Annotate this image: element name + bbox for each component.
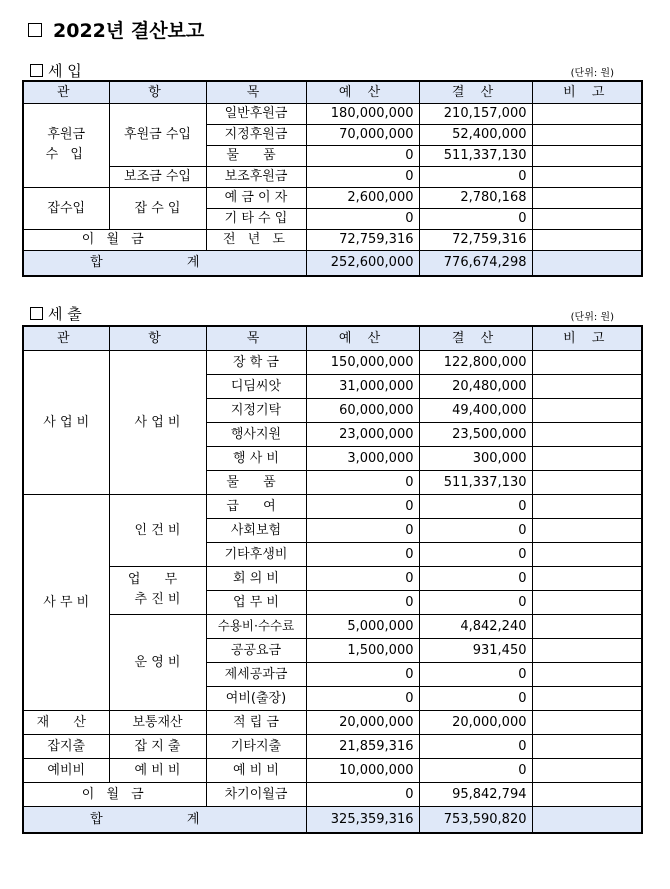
hang-cell-work: 업 무 추 진 비 [109,566,206,614]
table-row [23,103,642,124]
mok-cell: 보조후원금 [206,166,306,187]
carry-label: 이 월 금 [23,782,206,806]
note-cell [532,494,642,518]
hang-cell-subsidy: 보조금 수입 [109,166,206,187]
income-table [22,80,643,277]
note-cell [532,229,642,250]
expense-unit-label: (단위: 원) [570,312,614,323]
header-budget: 예 산 [306,81,419,103]
table-row [23,758,642,782]
mok-cell: 행 사 비 [206,446,306,470]
expense-table [22,325,643,834]
actual-cell: 0 [419,566,532,590]
budget-cell: 0 [306,566,419,590]
hang-cell-misc: 잡 수 입 [109,187,206,229]
budget-cell: 150,000,000 [306,350,419,374]
header-hang: 항 [109,326,206,350]
table-row [23,166,642,187]
table-row [23,710,642,734]
total-label: 합 계 [23,250,306,276]
mok-cell: 급 여 [206,494,306,518]
budget-cell: 0 [306,518,419,542]
mok-cell: 여비(출장) [206,686,306,710]
note-cell [532,662,642,686]
mok-cell: 장 학 금 [206,350,306,374]
mok-cell: 제세공과금 [206,662,306,686]
actual-cell: 95,842,794 [419,782,532,806]
expense-header-row [23,326,642,350]
table-row [23,229,642,250]
total-actual: 753,590,820 [419,806,532,833]
budget-cell: 2,600,000 [306,187,419,208]
table-row [23,566,642,590]
budget-cell: 10,000,000 [306,758,419,782]
mok-cell: 수용비·수수료 [206,614,306,638]
note-cell [532,446,642,470]
actual-cell: 0 [419,542,532,566]
table-row [23,187,642,208]
expense-total-row [23,806,642,833]
header-note: 비 고 [532,81,642,103]
hang-cell-reserve: 예 비 비 [109,758,206,782]
checkbox-icon [28,23,42,37]
budget-cell: 0 [306,590,419,614]
mok-cell: 지정후원금 [206,124,306,145]
budget-cell: 23,000,000 [306,422,419,446]
actual-cell: 0 [419,494,532,518]
budget-cell: 0 [306,494,419,518]
note-cell [532,758,642,782]
actual-cell: 0 [419,518,532,542]
mok-cell: 기타지출 [206,734,306,758]
header-gwan: 관 [23,326,109,350]
header-budget: 예 산 [306,326,419,350]
header-gwan: 관 [23,81,109,103]
mok-cell: 예 금 이 자 [206,187,306,208]
hang-cell-donation: 후원금 수입 [109,103,206,166]
page-title-text: 2022년 결산보고 [53,20,205,42]
gwan-cell-misc: 잡수입 [23,187,109,229]
actual-cell: 49,400,000 [419,398,532,422]
actual-cell: 511,337,130 [419,145,532,166]
note-cell [532,542,642,566]
mok-cell: 기타후생비 [206,542,306,566]
table-row [23,614,642,638]
actual-cell: 0 [419,590,532,614]
mok-cell: 일반후원금 [206,103,306,124]
mok-cell: 업 무 비 [206,590,306,614]
hang-cell-misc: 잡 지 출 [109,734,206,758]
budget-cell: 72,759,316 [306,229,419,250]
budget-cell: 5,000,000 [306,614,419,638]
gwan-cell-misc: 잡지출 [23,734,109,758]
hang-cell-personnel: 인 건 비 [109,494,206,566]
budget-cell: 0 [306,686,419,710]
table-row [23,734,642,758]
actual-cell: 0 [419,208,532,229]
total-budget: 325,359,316 [306,806,419,833]
budget-cell: 20,000,000 [306,710,419,734]
note-cell [532,590,642,614]
actual-cell: 300,000 [419,446,532,470]
actual-cell: 931,450 [419,638,532,662]
budget-cell: 0 [306,166,419,187]
budget-cell: 21,859,316 [306,734,419,758]
table-row [23,782,642,806]
actual-cell: 511,337,130 [419,470,532,494]
table-row [23,350,642,374]
gwan-cell-donation: 후원금 수 입 [23,103,109,187]
header-actual: 결 산 [419,326,532,350]
table-row [23,494,642,518]
header-actual: 결 산 [419,81,532,103]
total-note [532,250,642,276]
header-mok: 목 [206,81,306,103]
actual-cell: 20,480,000 [419,374,532,398]
mok-cell: 행사지원 [206,422,306,446]
mok-cell: 예 비 비 [206,758,306,782]
gwan-cell-office: 사 무 비 [23,494,109,710]
actual-cell: 0 [419,166,532,187]
actual-cell: 20,000,000 [419,710,532,734]
actual-cell: 0 [419,686,532,710]
note-cell [532,103,642,124]
mok-cell: 적 립 금 [206,710,306,734]
actual-cell: 210,157,000 [419,103,532,124]
mok-cell: 회 의 비 [206,566,306,590]
budget-cell: 0 [306,208,419,229]
budget-cell: 0 [306,470,419,494]
note-cell [532,166,642,187]
note-cell [532,145,642,166]
mok-cell: 물 품 [206,145,306,166]
note-cell [532,124,642,145]
mok-cell: 기 타 수 입 [206,208,306,229]
budget-cell: 70,000,000 [306,124,419,145]
actual-cell: 0 [419,734,532,758]
mok-cell: 지정기탁 [206,398,306,422]
budget-cell: 0 [306,542,419,566]
income-header-row [23,81,642,103]
budget-cell: 60,000,000 [306,398,419,422]
note-cell [532,422,642,446]
budget-cell: 1,500,000 [306,638,419,662]
budget-cell: 0 [306,662,419,686]
note-cell [532,470,642,494]
hang-cell-operations: 운 영 비 [109,614,206,710]
header-mok: 목 [206,326,306,350]
note-cell [532,614,642,638]
note-cell [532,187,642,208]
income-unit-label: (단위: 원) [570,68,614,79]
expense-section-title: 세 출 [30,303,82,324]
budget-cell: 180,000,000 [306,103,419,124]
note-cell [532,782,642,806]
note-cell [532,518,642,542]
budget-cell: 31,000,000 [306,374,419,398]
budget-cell: 0 [306,145,419,166]
note-cell [532,566,642,590]
actual-cell: 52,400,000 [419,124,532,145]
carry-label: 이 월 금 [23,229,206,250]
actual-cell: 72,759,316 [419,229,532,250]
note-cell [532,374,642,398]
gwan-cell-property: 재 산 [23,710,109,734]
hang-cell-business: 사 업 비 [109,350,206,494]
note-cell [532,208,642,229]
header-note: 비 고 [532,326,642,350]
note-cell [532,734,642,758]
income-total-row [23,250,642,276]
actual-cell: 0 [419,758,532,782]
total-budget: 252,600,000 [306,250,419,276]
header-hang: 항 [109,81,206,103]
actual-cell: 23,500,000 [419,422,532,446]
mok-cell: 물 품 [206,470,306,494]
mok-cell: 사회보험 [206,518,306,542]
gwan-cell-reserve: 예비비 [23,758,109,782]
note-cell [532,686,642,710]
income-section-title: 세 입 [30,60,82,81]
mok-cell: 공공요금 [206,638,306,662]
total-actual: 776,674,298 [419,250,532,276]
note-cell [532,398,642,422]
checkbox-icon [30,64,43,77]
actual-cell: 4,842,240 [419,614,532,638]
mok-cell: 차기이월금 [206,782,306,806]
checkbox-icon [30,307,43,320]
budget-cell: 0 [306,782,419,806]
total-note [532,806,642,833]
mok-cell: 전 년 도 [206,229,306,250]
hang-cell-property: 보통재산 [109,710,206,734]
total-label: 합 계 [23,806,306,833]
note-cell [532,638,642,662]
actual-cell: 0 [419,662,532,686]
note-cell [532,710,642,734]
mok-cell: 디딤씨앗 [206,374,306,398]
actual-cell: 2,780,168 [419,187,532,208]
actual-cell: 122,800,000 [419,350,532,374]
note-cell [532,350,642,374]
gwan-cell-business: 사 업 비 [23,350,109,494]
page-title [28,16,204,43]
budget-cell: 3,000,000 [306,446,419,470]
